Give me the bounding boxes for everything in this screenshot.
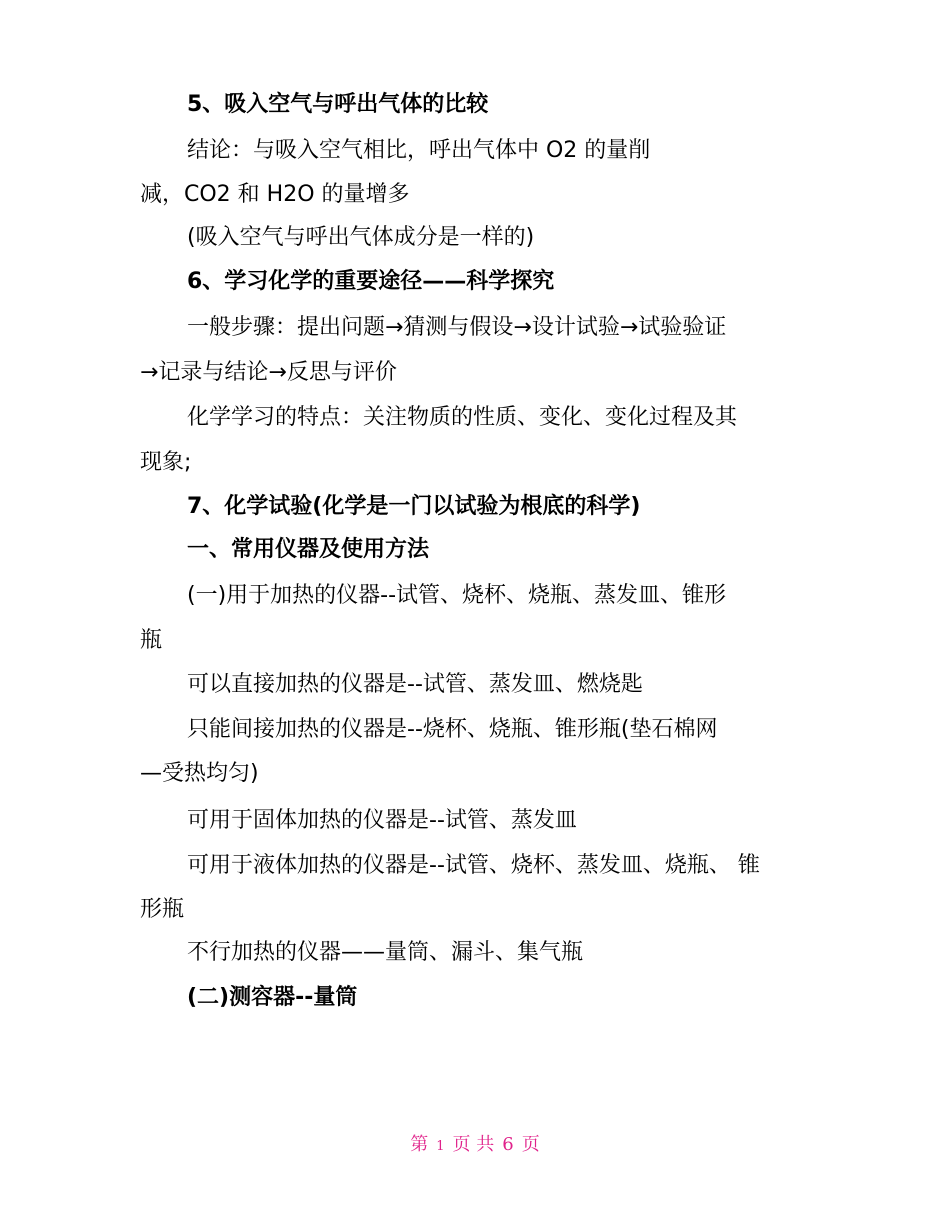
paragraph-line: 形瓶 (140, 897, 185, 922)
paragraph-line: 现象; (140, 450, 192, 475)
paragraph-line: 可用于固体加热的仪器是--试管、蒸发皿 (187, 808, 577, 833)
footer-total-pages: 6 (502, 1134, 514, 1155)
subsection-heading: (二)测容器--量筒 (187, 985, 358, 1010)
paragraph-line: 化学学习的特点：关注物质的性质、变化、变化过程及其 (187, 405, 738, 430)
footer-page-number: 1 (436, 1139, 445, 1154)
paragraph-line: 可以直接加热的仪器是--试管、蒸发皿、燃烧匙 (187, 672, 643, 697)
paragraph-line: 只能间接加热的仪器是--烧杯、烧瓶、锥形瓶(垫石棉网 (187, 717, 718, 742)
section-heading-7: 7、化学试验(化学是一门以试验为根底的科学) (187, 494, 641, 519)
paragraph-line: 减，CO2 和 H2O 的量增多 (140, 182, 410, 207)
paragraph-line: 不行加热的仪器——量筒、漏斗、集气瓶 (187, 940, 584, 965)
footer-prefix: 第 (410, 1134, 429, 1155)
paragraph-line: 一般步骤：提出问题→猜测与假设→设计试验→试验验证 (187, 315, 727, 340)
paragraph-line: (吸入空气与呼出气体成分是一样的) (187, 225, 535, 250)
footer-suffix: 页 (521, 1134, 540, 1155)
page-footer (0, 1131, 950, 1161)
footer-middle: 页 共 (452, 1134, 495, 1155)
paragraph-line: 可用于液体加热的仪器是--试管、烧杯、蒸发皿、烧瓶、 锥 (187, 853, 760, 878)
paragraph-line: —受热均匀) (140, 761, 259, 786)
paragraph-line: →记录与结论→反思与评价 (140, 360, 397, 385)
paragraph-line: (一)用于加热的仪器--试管、烧杯、烧瓶、蒸发皿、锥形 (187, 583, 727, 608)
paragraph-line: 结论：与吸入空气相比，呼出气体中 O2 的量削 (187, 138, 651, 163)
subsection-heading: 一、常用仪器及使用方法 (187, 537, 430, 562)
section-heading-5: 5、吸入空气与呼出气体的比较 (187, 92, 489, 117)
paragraph-line: 瓶 (140, 628, 163, 653)
section-heading-6: 6、学习化学的重要途径——科学探究 (187, 269, 555, 294)
